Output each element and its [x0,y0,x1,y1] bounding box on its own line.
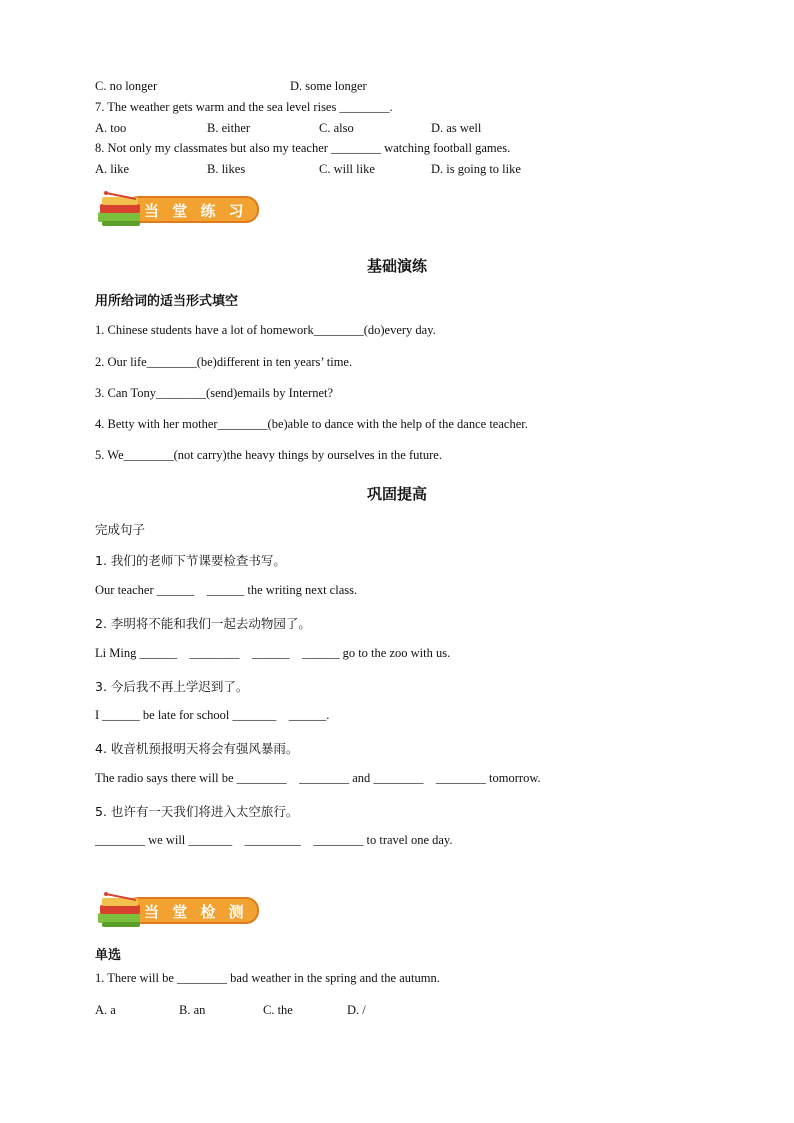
question-8-stem: 8. Not only my classmates but also my teacher ________ watching football games. [95,141,511,155]
basic-item-2: 2. Our life________(be)different in ten years’ time. [95,355,353,369]
improve-item-4-en: The radio says there will be ________ ________ and ________ ________ tomorrow. [95,771,541,785]
test-q1-option-c: C. the [263,1003,293,1017]
section-banner-practice [96,190,261,226]
basic-item-4: 4. Betty with her mother________(be)able to dance with the help of the dance teacher. [95,417,528,431]
q7-option-a: A. too [95,121,127,135]
basic-item-3: 3. Can Tony________(send)emails by Internet? [95,386,334,400]
q7-option-c: C. also [319,121,354,135]
test-q1-option-a: A. a [95,1003,116,1017]
q8-option-a: A. like [95,162,130,176]
test-q1-option-b: B. an [179,1003,206,1017]
q8-option-d: D. is going to like [431,162,521,176]
section-banner-test [96,891,261,927]
question-7-stem: 7. The weather gets warm and the sea level rises ________. [95,100,393,114]
svg-text:当 堂 检 测: 当 堂 检 测 [144,903,248,921]
basic-item-1: 1. Chinese students have a lot of homework________(do)every day. [95,323,436,337]
section-title-single-choice: 单选 [95,948,122,963]
test-q1-option-d: D. / [347,1003,366,1017]
improve-item-1-en: Our teacher ______ ______ the writing next class. [95,583,358,597]
improve-item-3-cn: 3. 今后我不再上学迟到了。 [95,679,249,694]
improve-item-5-en: ________ we will _______ _________ ________ to travel one day. [95,833,453,847]
instruction-fill-blanks: 用所给词的适当形式填空 [95,294,239,309]
q7-option-d: D. as well [431,121,482,135]
section-title-basic: 基础演练 [366,257,427,275]
section-title-improve: 巩固提高 [366,485,427,503]
q8-option-b: B. likes [207,162,246,176]
q7-option-b: B. either [207,121,251,135]
improve-item-4-cn: 4. 收音机预报明天将会有强风暴雨。 [95,741,299,756]
instruction-complete-sentences: 完成句子 [95,522,146,537]
test-question-1-stem: 1. There will be ________ bad weather in the spring and the autumn. [95,971,440,985]
q8-option-c: C. will like [319,162,375,176]
improve-item-2-cn: 2. 李明将不能和我们一起去动物园了。 [95,616,311,631]
improve-item-5-cn: 5. 也许有一天我们将进入太空旅行。 [95,804,299,819]
basic-item-5: 5. We________(not carry)the heavy things by ourselves in the future. [95,448,442,462]
improve-item-2-en: Li Ming ______ ________ ______ ______ go to the zoo with us. [95,646,451,660]
improve-item-3-en: I ______ be late for school _______ ______. [95,708,330,722]
option-d: D. some longer [290,79,367,93]
svg-text:当 堂 练 习: 当 堂 练 习 [144,202,248,220]
books-icon [96,891,261,931]
option-c: C. no longer [95,79,158,93]
improve-item-1-cn: 1. 我们的老师下节课要检查书写。 [95,553,286,568]
books-icon [96,190,261,230]
